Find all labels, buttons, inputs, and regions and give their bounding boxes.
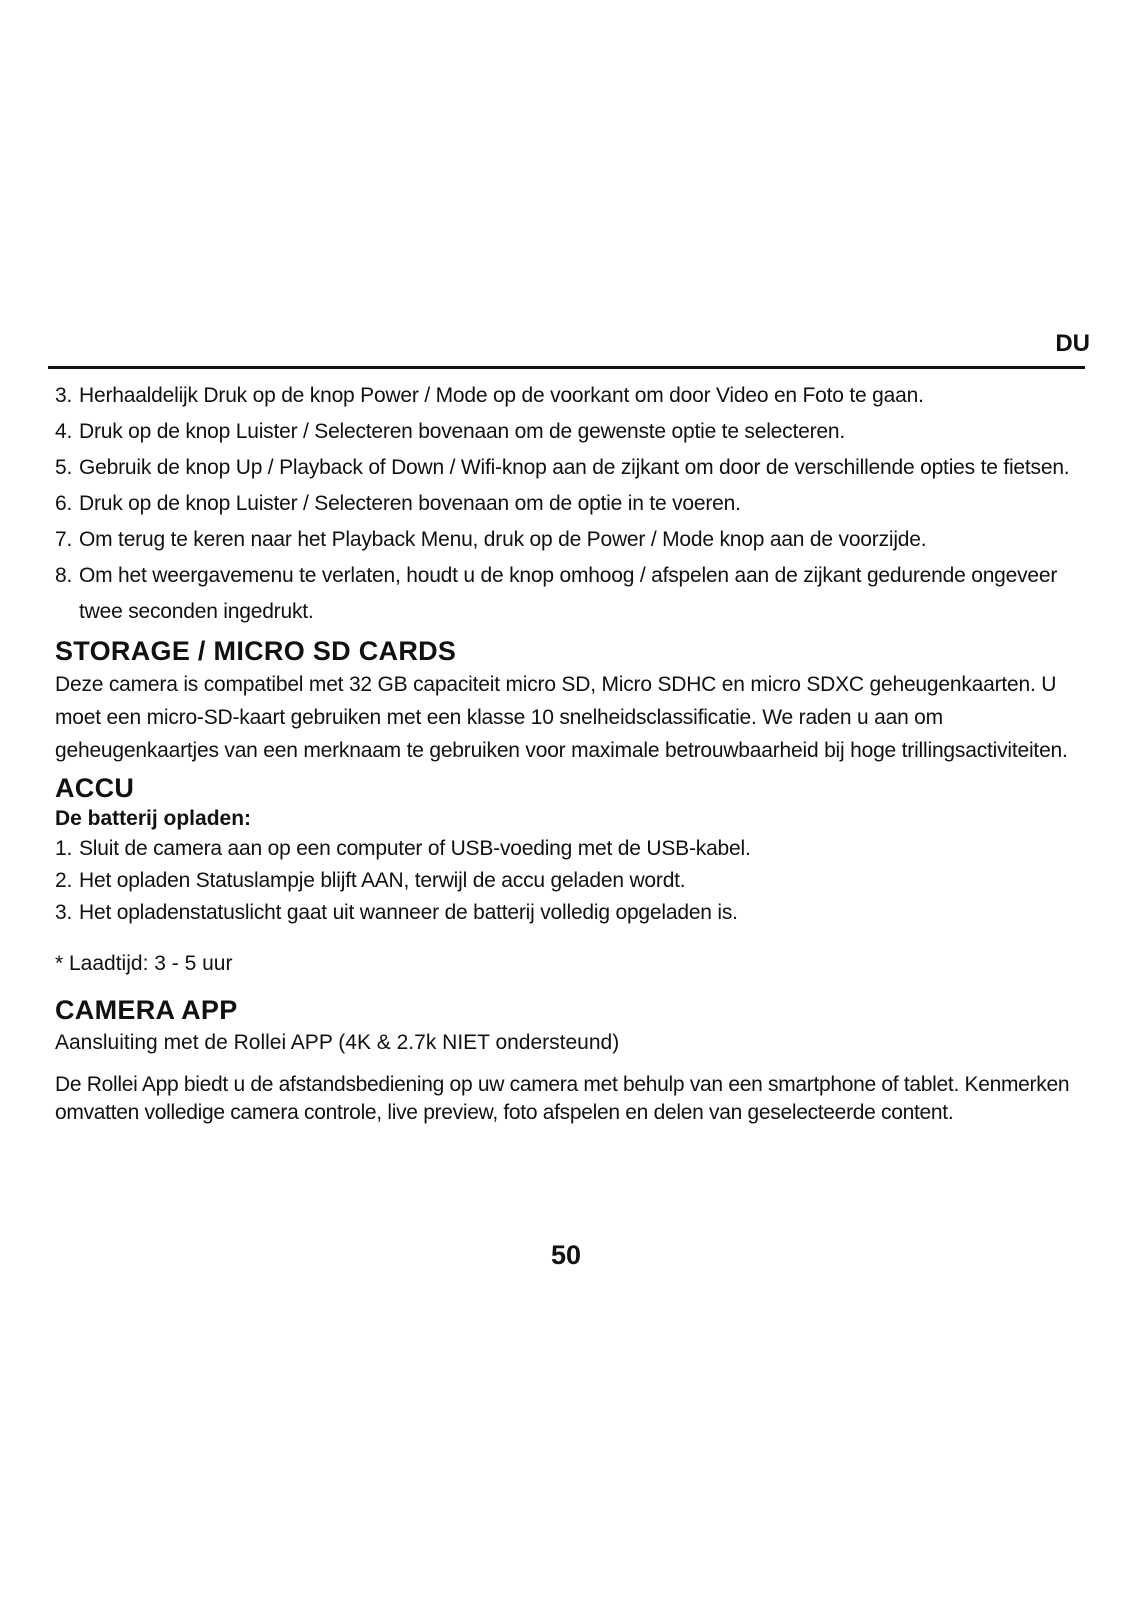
list-item xyxy=(55,833,1085,865)
step-number: 4. xyxy=(55,420,73,443)
step-text: Om het weergavemenu te verlaten, houdt u de knop omhoog / afspelen aan de zijkant gedurende ongeveer twee seconden ingedrukt. xyxy=(79,564,1058,623)
list-item xyxy=(55,486,1085,522)
charging-steps-list xyxy=(55,833,1085,929)
list-item xyxy=(55,414,1085,450)
step-text: Het opladenstatuslicht gaat uit wanneer de batterij volledig opgeladen is. xyxy=(79,901,738,924)
list-item xyxy=(55,522,1085,558)
step-text: Druk op de knop Luister / Selecteren bovenaan om de optie in te voeren. xyxy=(79,492,741,515)
charging-subheading: De batterij opladen: xyxy=(55,807,252,830)
step-number: 6. xyxy=(55,492,73,515)
camera-app-heading: CAMERA APP xyxy=(55,995,238,1025)
step-number: 1. xyxy=(55,837,73,860)
step-number: 2. xyxy=(55,869,73,892)
step-text: Gebruik de knop Up / Playback of Down / Wifi-knop aan de zijkant om door de verschillende opties te fietsen. xyxy=(79,456,1070,479)
step-number: 8. xyxy=(55,564,73,587)
list-item xyxy=(55,450,1085,486)
step-number: 7. xyxy=(55,528,73,551)
playback-steps-list xyxy=(55,378,1085,630)
charging-time-note: * Laadtijd: 3 - 5 uur xyxy=(55,952,233,975)
page-number: 50 xyxy=(550,1240,582,1270)
step-text: Herhaaldelijk Druk op de knop Power / Mode op de voorkant om door Video en Foto te gaan. xyxy=(79,384,924,407)
language-tag: DU xyxy=(1055,330,1090,357)
header-divider xyxy=(48,366,1085,369)
step-text: Het opladen Statuslampje blijft AAN, terwijl de accu geladen wordt. xyxy=(79,869,686,892)
accu-heading: ACCU xyxy=(55,773,135,803)
storage-text: Deze camera is compatibel met 32 GB capaciteit micro SD, Micro SDHC en micro SDXC geheugenkaarten. U moet een micro-SD-kaart gebruiken met een klasse 10 snelheidsclassificatie. We raden u aan om geheugenkaartjes van een merknaam te gebruiken voor maximale betrouwbaarheid bij hoge trillingsactiviteiten. xyxy=(55,673,1068,762)
storage-heading: STORAGE / MICRO SD CARDS xyxy=(55,636,457,666)
page-content xyxy=(55,378,1085,1148)
step-number: 3. xyxy=(55,901,73,924)
step-number: 5. xyxy=(55,456,73,479)
step-number: 3. xyxy=(55,384,73,407)
camera-app-text: De Rollei App biedt u de afstandsbediening op uw camera met behulp van een smartphone of tablet. Kenmerken omvatten volledige camera controle, live preview, foto afspelen en delen van geselecteerde content. xyxy=(55,1073,1070,1124)
step-text: Druk op de knop Luister / Selecteren bovenaan om de gewenste optie te selecteren. xyxy=(79,420,845,443)
step-text: Sluit de camera aan op een computer of USB-voeding met de USB-kabel. xyxy=(79,837,751,860)
list-item xyxy=(55,558,1085,630)
camera-app-subtitle: Aansluiting met de Rollei APP (4K & 2.7k NIET ondersteund) xyxy=(55,1031,620,1054)
list-item xyxy=(55,897,1085,929)
list-item xyxy=(55,865,1085,897)
step-text: Om terug te keren naar het Playback Menu, druk op de Power / Mode knop aan de voorzijde. xyxy=(79,528,927,551)
list-item xyxy=(55,378,1085,414)
